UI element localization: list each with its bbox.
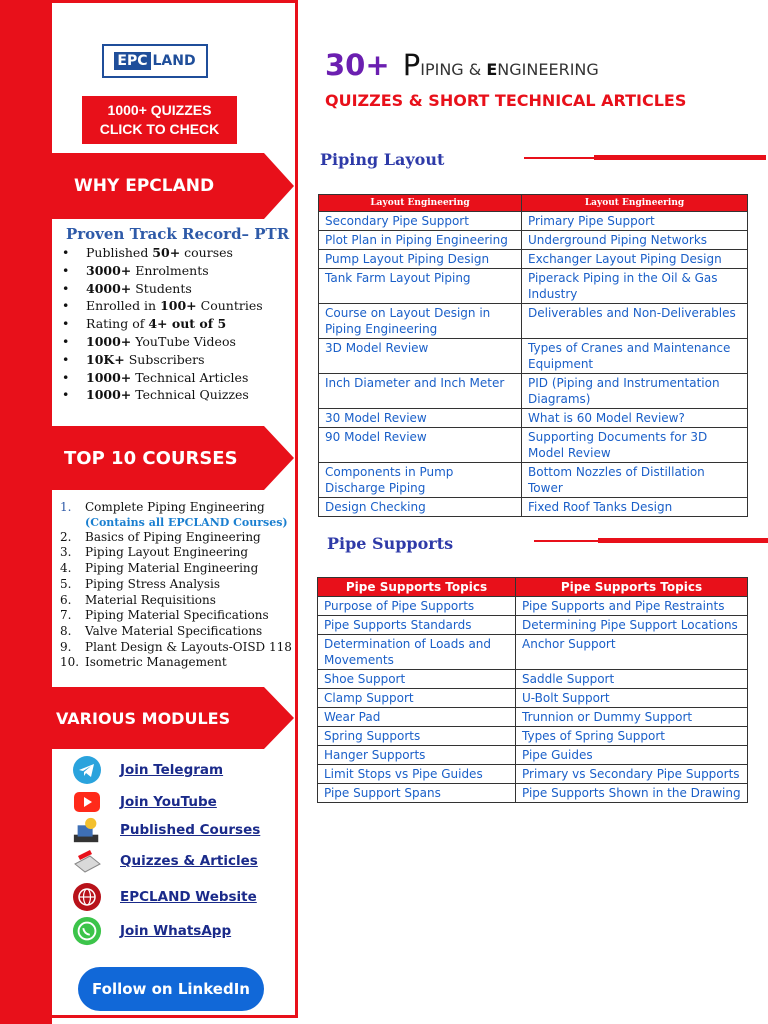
stat-suffix: YouTube Videos bbox=[131, 333, 236, 349]
stat-prefix: Published bbox=[86, 245, 153, 260]
pipe-supports-table bbox=[317, 577, 748, 803]
title-e-cap: E bbox=[486, 60, 498, 79]
stat-value: 1000+ bbox=[86, 369, 132, 385]
course-label: Piping Layout Engineering bbox=[85, 545, 249, 560]
page-subtitle: QUIZZES & SHORT TECHNICAL ARTICLES bbox=[325, 91, 687, 110]
supports-cell-link[interactable]: Pipe Support Spans bbox=[318, 784, 516, 803]
module-website-link[interactable]: EPCLAND Website bbox=[120, 889, 257, 905]
course-number: 10. bbox=[60, 655, 80, 670]
modules-banner bbox=[52, 687, 264, 749]
table-row bbox=[318, 765, 748, 784]
module-youtube[interactable] bbox=[72, 787, 217, 817]
stat-value: 50+ bbox=[152, 245, 181, 260]
layout-cell-link[interactable]: Tank Farm Layout Piping bbox=[319, 269, 522, 304]
stat-value: 1000+ bbox=[86, 387, 132, 403]
course-item[interactable] bbox=[60, 624, 292, 640]
layout-cell-link[interactable]: Components in Pump Discharge Piping bbox=[319, 463, 522, 498]
logo-part-land: LAND bbox=[152, 53, 196, 69]
stat-item bbox=[62, 333, 263, 351]
course-item[interactable] bbox=[60, 545, 292, 561]
layout-cell-link[interactable]: 30 Model Review bbox=[319, 409, 522, 428]
supports-cell-link[interactable]: Clamp Support bbox=[318, 689, 516, 708]
ptr-title: Proven Track Record– PTR bbox=[66, 225, 290, 243]
supports-cell-link[interactable]: Anchor Support bbox=[516, 635, 748, 670]
title-e-rest: NGINEERING bbox=[497, 60, 599, 79]
supports-cell-link[interactable]: Types of Spring Support bbox=[516, 727, 748, 746]
course-item[interactable] bbox=[60, 530, 292, 546]
stat-value: 4000+ bbox=[86, 280, 132, 296]
stat-item bbox=[62, 386, 263, 404]
supports-cell-link[interactable]: Limit Stops vs Pipe Guides bbox=[318, 765, 516, 784]
supports-table-header-2: Pipe Supports Topics bbox=[516, 578, 748, 597]
top-courses-banner bbox=[52, 426, 264, 490]
why-banner-arrow bbox=[264, 153, 294, 219]
supports-cell-link[interactable]: Pipe Guides bbox=[516, 746, 748, 765]
course-label: Piping Stress Analysis bbox=[85, 576, 220, 591]
layout-cell-link[interactable]: Inch Diameter and Inch Meter bbox=[319, 374, 522, 409]
stat-value: 4+ out of 5 bbox=[148, 316, 227, 332]
stat-suffix: Technical Quizzes bbox=[131, 387, 249, 403]
course-item[interactable] bbox=[60, 561, 292, 577]
layout-cell-link[interactable]: Deliverables and Non-Deliverables bbox=[522, 304, 748, 339]
layout-cell-link[interactable]: PID (Piping and Instrumentation Diagrams) bbox=[522, 374, 748, 409]
supports-cell-link[interactable]: Pipe Supports Shown in the Drawing bbox=[516, 784, 748, 803]
piping-layout-table bbox=[318, 194, 748, 517]
module-quizzes[interactable] bbox=[72, 846, 258, 876]
supports-cell-link[interactable]: Determination of Loads and Movements bbox=[318, 635, 516, 670]
layout-cell-link[interactable]: Pump Layout Piping Design bbox=[319, 250, 522, 269]
table-row bbox=[319, 339, 748, 374]
module-website[interactable] bbox=[72, 882, 257, 912]
course-item[interactable] bbox=[60, 500, 292, 530]
course-label: Plant Design & Layouts-OISD 118 bbox=[85, 639, 292, 654]
module-courses-link[interactable]: Published Courses bbox=[120, 822, 261, 838]
supports-cell-link[interactable]: Trunnion or Dummy Support bbox=[516, 708, 748, 727]
layout-cell-link[interactable]: Plot Plan in Piping Engineering bbox=[319, 231, 522, 250]
page-title bbox=[325, 48, 599, 82]
layout-table-header-2: Layout Engineering bbox=[522, 195, 748, 212]
stat-value: 3000+ bbox=[86, 262, 132, 278]
course-number: 6. bbox=[60, 592, 72, 607]
layout-cell-link[interactable]: What is 60 Model Review? bbox=[522, 409, 748, 428]
course-note: (Contains all EPCLAND Courses) bbox=[85, 515, 288, 529]
layout-cell-link[interactable]: Course on Layout Design in Piping Engineering bbox=[319, 304, 522, 339]
table-row bbox=[318, 727, 748, 746]
course-number: 2. bbox=[60, 529, 72, 544]
course-number: 4. bbox=[60, 561, 72, 576]
courses-icon bbox=[72, 815, 102, 845]
stat-item bbox=[62, 315, 263, 333]
supports-cell-link[interactable]: Spring Supports bbox=[318, 727, 516, 746]
stat-prefix: Rating of bbox=[86, 316, 149, 332]
layout-cell-link[interactable]: Fixed Roof Tanks Design bbox=[522, 498, 748, 517]
module-courses[interactable] bbox=[72, 815, 260, 845]
course-label: Piping Material Specifications bbox=[85, 608, 269, 623]
supports-cell-link[interactable]: Pipe Supports Standards bbox=[318, 616, 516, 635]
piping-layout-rule-thin bbox=[524, 157, 596, 159]
pipe-supports-title: Pipe Supports bbox=[327, 534, 454, 553]
supports-cell-link[interactable]: Saddle Support bbox=[516, 670, 748, 689]
course-label: Valve Material Specifications bbox=[85, 623, 263, 638]
stat-suffix: Technical Articles bbox=[131, 369, 249, 385]
quizzes-button-line2: CLICK TO CHECK bbox=[99, 121, 220, 137]
stat-prefix: Enrolled in bbox=[86, 298, 161, 314]
supports-cell-link[interactable]: Determining Pipe Support Locations bbox=[516, 616, 748, 635]
stat-item bbox=[62, 280, 263, 298]
quiz-icon bbox=[72, 846, 102, 876]
stat-item bbox=[62, 244, 263, 262]
layout-cell-link[interactable]: Design Checking bbox=[319, 498, 522, 517]
module-telegram-link[interactable]: Join Telegram bbox=[120, 762, 224, 778]
course-item[interactable] bbox=[60, 640, 292, 656]
course-number: 8. bbox=[60, 623, 72, 638]
layout-cell-link[interactable]: 90 Model Review bbox=[319, 428, 522, 463]
course-number: 9. bbox=[60, 639, 72, 654]
modules-banner-text: VARIOUS MODULES bbox=[56, 708, 231, 728]
supports-cell-link[interactable]: Primary vs Secondary Pipe Supports bbox=[516, 765, 748, 784]
piping-layout-rule-thick bbox=[594, 155, 766, 160]
table-row bbox=[319, 250, 748, 269]
stat-item bbox=[62, 262, 263, 280]
supports-cell-link[interactable]: U-Bolt Support bbox=[516, 689, 748, 708]
layout-cell-link[interactable]: Piperack Piping in the Oil & Gas Industry bbox=[522, 269, 748, 304]
course-number: 1. bbox=[60, 500, 72, 514]
module-telegram[interactable] bbox=[72, 755, 223, 785]
piping-layout-title: Piping Layout bbox=[320, 150, 445, 169]
table-row bbox=[318, 708, 748, 727]
course-item[interactable] bbox=[60, 577, 292, 593]
table-row bbox=[319, 304, 748, 339]
modules-banner-arrow bbox=[264, 687, 294, 749]
course-number: 3. bbox=[60, 545, 72, 560]
table-row bbox=[318, 616, 748, 635]
course-item[interactable] bbox=[60, 655, 292, 671]
layout-cell-link[interactable]: Types of Cranes and Maintenance Equipment bbox=[522, 339, 748, 374]
supports-cell-link[interactable]: Wear Pad bbox=[318, 708, 516, 727]
stat-suffix: courses bbox=[180, 245, 233, 260]
stats-list bbox=[62, 244, 263, 404]
layout-cell-link[interactable]: Supporting Documents for 3D Model Review bbox=[522, 428, 748, 463]
course-label: Isometric Management bbox=[85, 655, 227, 670]
top-banner-arrow bbox=[264, 426, 294, 490]
layout-cell-link[interactable]: Exchanger Layout Piping Design bbox=[522, 250, 748, 269]
table-row bbox=[319, 269, 748, 304]
course-label: Material Requisitions bbox=[85, 592, 216, 607]
supports-cell-link[interactable]: Pipe Supports and Pipe Restraints bbox=[516, 597, 748, 616]
pipe-supports-rule-thin bbox=[534, 540, 600, 542]
stat-item bbox=[62, 297, 263, 315]
follow-linkedin-button[interactable]: Follow on LinkedIn bbox=[78, 967, 264, 1011]
table-row bbox=[319, 409, 748, 428]
supports-table-header-1: Pipe Supports Topics bbox=[318, 578, 516, 597]
layout-cell-link[interactable]: Primary Pipe Support bbox=[522, 212, 748, 231]
module-whatsapp[interactable] bbox=[72, 916, 231, 946]
stat-value: 1000+ bbox=[86, 333, 132, 349]
stat-suffix: Students bbox=[131, 280, 192, 296]
top-courses-banner-text: TOP 10 COURSES bbox=[64, 447, 238, 469]
supports-cell-link[interactable]: Shoe Support bbox=[318, 670, 516, 689]
table-row bbox=[319, 498, 748, 517]
epcland-logo[interactable] bbox=[102, 44, 208, 78]
table-row bbox=[319, 463, 748, 498]
table-row bbox=[318, 635, 748, 670]
title-count: 30+ bbox=[325, 48, 390, 82]
globe-icon bbox=[72, 882, 102, 912]
table-row bbox=[319, 374, 748, 409]
course-item[interactable] bbox=[60, 593, 292, 609]
youtube-icon bbox=[72, 787, 102, 817]
pipe-supports-rule-thick bbox=[598, 538, 768, 543]
quizzes-button-line1: 1000+ QUIZZES bbox=[107, 102, 212, 118]
why-epcland-banner-text: WHY EPCLAND bbox=[74, 176, 215, 196]
stat-item bbox=[62, 369, 263, 387]
why-epcland-banner bbox=[52, 153, 264, 219]
title-p-rest: IPING bbox=[420, 60, 464, 79]
course-label: Piping Material Engineering bbox=[85, 561, 259, 576]
table-row bbox=[318, 746, 748, 765]
telegram-icon bbox=[72, 755, 102, 785]
course-label: Complete Piping Engineering bbox=[85, 500, 265, 514]
table-row bbox=[318, 689, 748, 708]
stat-suffix: Subscribers bbox=[124, 351, 205, 367]
course-number: 5. bbox=[60, 576, 72, 591]
table-row bbox=[318, 597, 748, 616]
title-amp: & bbox=[463, 60, 487, 79]
stat-suffix: Enrolments bbox=[131, 262, 209, 278]
stat-value: 10K+ bbox=[86, 351, 125, 367]
supports-cell-link[interactable]: Purpose of Pipe Supports bbox=[318, 597, 516, 616]
layout-cell-link[interactable]: Underground Piping Networks bbox=[522, 231, 748, 250]
module-quizzes-link[interactable]: Quizzes & Articles bbox=[120, 853, 258, 869]
course-item[interactable] bbox=[60, 608, 292, 624]
courses-list bbox=[60, 500, 292, 671]
table-row bbox=[319, 428, 748, 463]
layout-cell-link[interactable]: 3D Model Review bbox=[319, 339, 522, 374]
quizzes-button[interactable] bbox=[82, 96, 237, 144]
table-row bbox=[318, 784, 748, 803]
module-youtube-link[interactable]: Join YouTube bbox=[120, 794, 217, 810]
supports-cell-link[interactable]: Hanger Supports bbox=[318, 746, 516, 765]
stat-value: 100+ bbox=[160, 298, 197, 314]
sidebar-red-strip bbox=[0, 0, 52, 1024]
logo-part-epc: EPC bbox=[114, 52, 150, 70]
title-p-cap: P bbox=[402, 48, 421, 82]
table-row bbox=[319, 212, 748, 231]
stat-item bbox=[62, 351, 263, 369]
course-label: Basics of Piping Engineering bbox=[85, 529, 261, 544]
course-number: 7. bbox=[60, 608, 72, 623]
layout-table-header-1: Layout Engineering bbox=[319, 195, 522, 212]
table-row bbox=[319, 231, 748, 250]
table-row bbox=[318, 670, 748, 689]
module-whatsapp-link[interactable]: Join WhatsApp bbox=[120, 923, 232, 939]
layout-cell-link[interactable]: Secondary Pipe Support bbox=[319, 212, 522, 231]
stat-suffix: Countries bbox=[196, 298, 263, 314]
layout-cell-link[interactable]: Bottom Nozzles of Distillation Tower bbox=[522, 463, 748, 498]
whatsapp-icon bbox=[72, 916, 102, 946]
